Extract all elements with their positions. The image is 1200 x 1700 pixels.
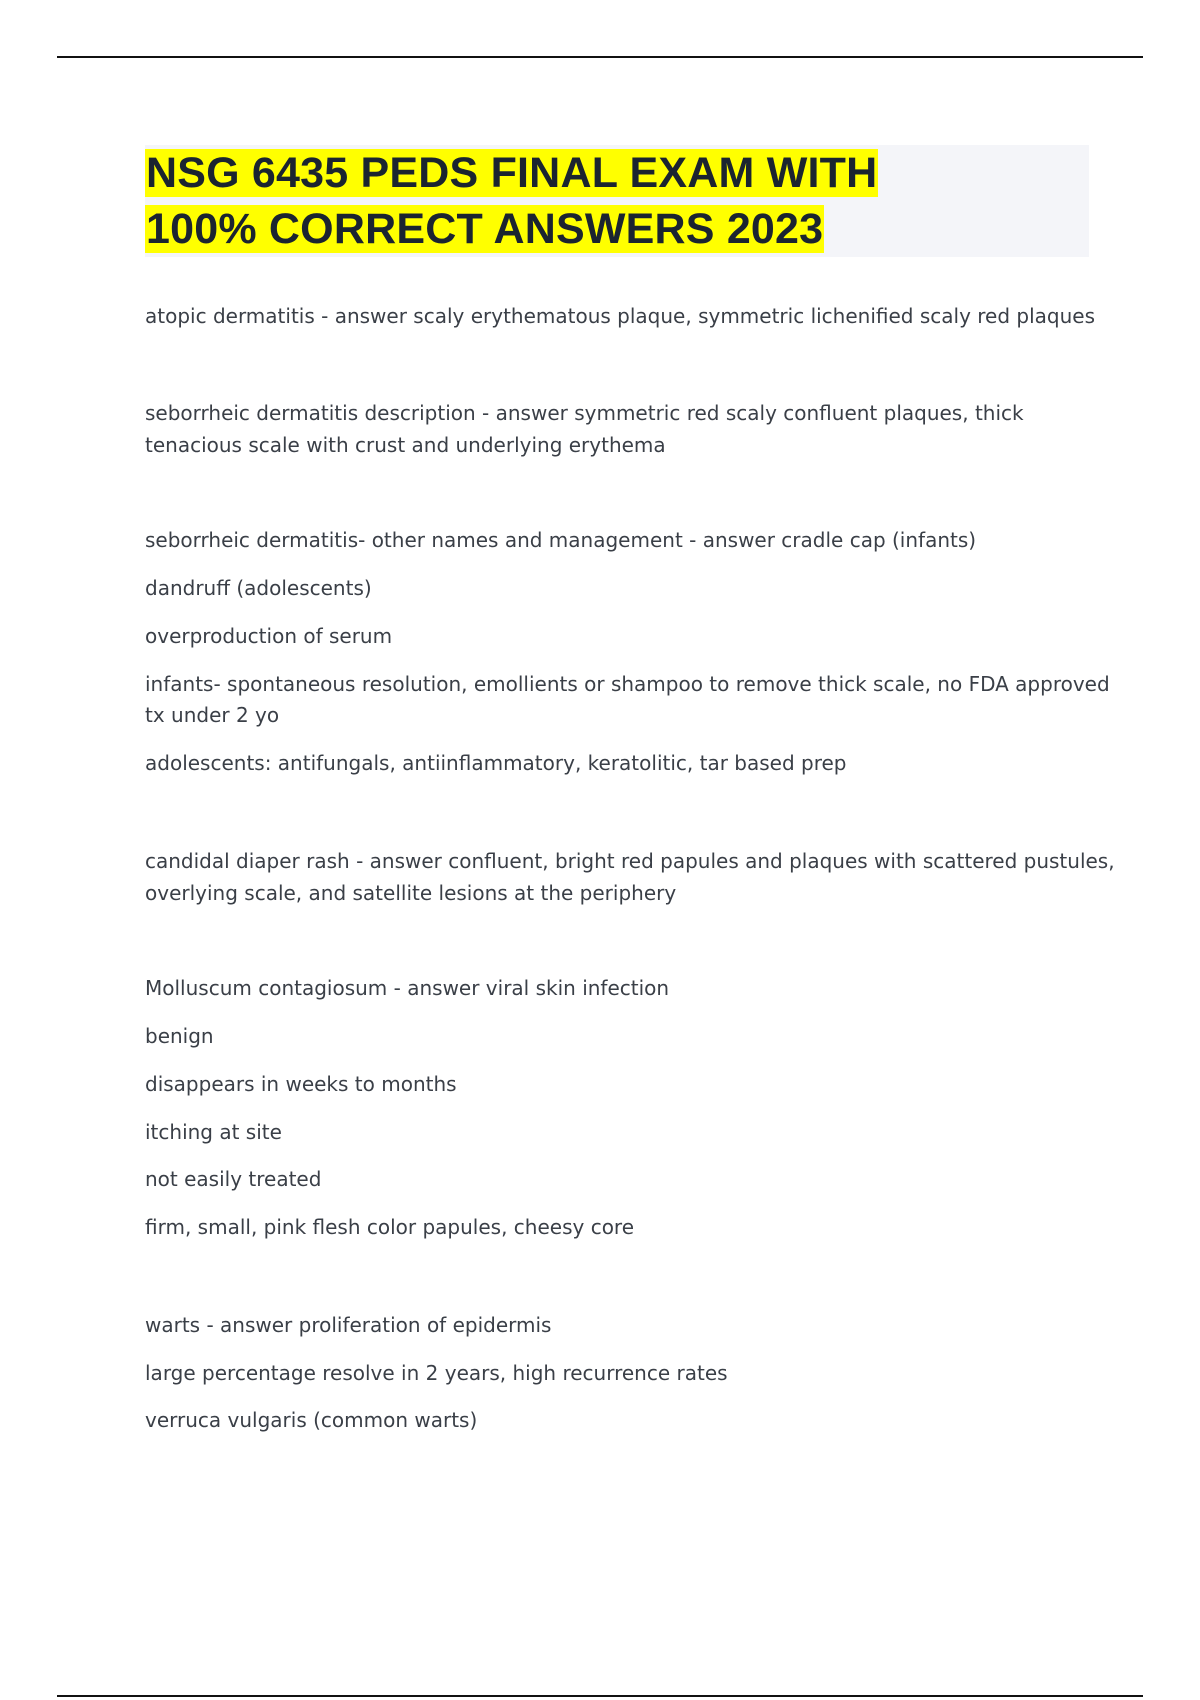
entry-seborrheic-description-cont: tenacious scale with crust and underlying erythema bbox=[145, 433, 666, 457]
document-title bbox=[145, 145, 1089, 257]
bottom-rule bbox=[57, 1695, 1143, 1697]
title-block bbox=[145, 145, 1089, 257]
entry-candidal-diaper-rash-cont: overlying scale, and satellite lesions at the periphery bbox=[145, 881, 677, 905]
entry-line: itching at site bbox=[145, 1120, 282, 1144]
entry-line: infants- spontaneous resolution, emollients or shampoo to remove thick scale, no FDA approved bbox=[145, 672, 1110, 696]
title-line-2: 100% CORRECT ANSWERS 2023 bbox=[146, 205, 824, 253]
entry-line: benign bbox=[145, 1024, 214, 1048]
entry-atopic-dermatitis: atopic dermatitis - answer scaly erythematous plaque, symmetric lichenified scaly red plaques bbox=[145, 304, 1096, 328]
entry-molluscum: Molluscum contagiosum - answer viral skin infection bbox=[145, 976, 670, 1000]
entry-line: tx under 2 yo bbox=[145, 703, 280, 727]
entry-line: large percentage resolve in 2 years, high recurrence rates bbox=[145, 1361, 728, 1385]
entry-seborrheic-description: seborrheic dermatitis description - answer symmetric red scaly confluent plaques, thick bbox=[145, 401, 1024, 425]
entry-line: verruca vulgaris (common warts) bbox=[145, 1408, 478, 1432]
entry-line: overproduction of serum bbox=[145, 624, 393, 648]
entry-line: disappears in weeks to months bbox=[145, 1072, 457, 1096]
entry-line: firm, small, pink flesh color papules, cheesy core bbox=[145, 1215, 635, 1239]
entry-warts: warts - answer proliferation of epidermis bbox=[145, 1313, 552, 1337]
entry-candidal-diaper-rash: candidal diaper rash - answer confluent, bright red papules and plaques with scattered pustules, bbox=[145, 849, 1115, 873]
entry-line: dandruff (adolescents) bbox=[145, 576, 372, 600]
entry-seborrheic-management: seborrheic dermatitis- other names and management - answer cradle cap (infants) bbox=[145, 528, 977, 552]
top-rule bbox=[57, 56, 1143, 58]
entry-line: not easily treated bbox=[145, 1167, 322, 1191]
title-line-1: NSG 6435 PEDS FINAL EXAM WITH bbox=[146, 149, 878, 197]
entry-line: adolescents: antifungals, antiinflammatory, keratolitic, tar based prep bbox=[145, 751, 847, 775]
